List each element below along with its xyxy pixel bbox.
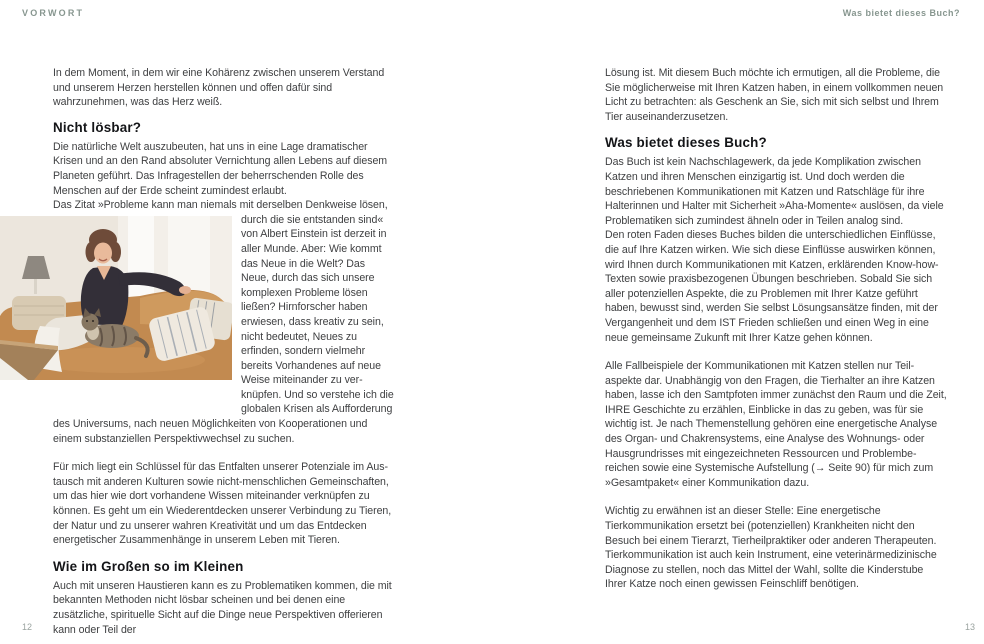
paragraph-with-photo xyxy=(53,198,395,446)
paragraph: Lösung ist. Mit diesem Buch möchte ich ermutigen, all die Probleme, die Sie möglicherweise mit Ihren Katzen haben, in einem vollkommen neuen Licht zu betrachten: als Geschenk an Sie, sich mit sich selbst und Ihrem Tier auseinanderzusetzen. xyxy=(605,67,944,123)
heading-was-bietet-dieses-buch: Was bietet dieses Buch? xyxy=(605,135,767,151)
paragraph: Auch mit unseren Haustieren kann es zu Problematiken kommen, die mit bekannten Methoden nicht lösbar scheinen und bei denen eine zusätzliche, spirituelle Sicht auf die Dinge neue Perspektiven offerieren kann oder Teil der xyxy=(53,579,392,636)
paragraph: Wichtig zu erwähnen ist an dieser Stelle: Eine energetische Tierkommunikation ersetzt bei (potenziellen) Krankheiten nicht den Besuch bei einem Tierarzt, Tierheilpraktiker oder anderen Therapeuten. Tierkommunikation ist auch kein Instrument, eine veterinärmedizinische Diagnose zu stellen, noch das Mittel der Wahl, sollte die Kinderstube Ihrer Katze noch einen gewissen Feinschliff benötigen. xyxy=(605,505,937,591)
paragraph-text: durch die sie entstanden sind« von Albert Einstein ist derzeit in aller Munde. Aber: Wie kommt das Neue in die Welt? Das Neue, durch das sich unsere komplexen Probleme lösen ließen? Hirnforscher haben erwiesen, dass kreativ zu sein, nicht bedeutet, Neues zu erfinden, sondern vielmehr bereits Vorhandenes auf neue Weise miteinander zu verknüpfen. Und so verstehe ich die globalen Krisen als Aufforderung des Universums, nach neuen Möglichkeiten von Kooperationen und einem substanziellen Perspektivwechsel zu suchen. xyxy=(53,213,394,445)
left-page-column xyxy=(53,66,395,637)
right-page-column xyxy=(605,66,947,592)
paragraph: Das Buch ist kein Nachschlagewerk, da jede Komplikation zwischen Katzen und ihren Menschen einzigartig ist. Und doch werden die beschriebenen Kommunikationen mit Katzen und Ratschläge für ihre Halterinnen und Halter mit Sicherheit »Aha-Momente« auslösen, da viele Problematiken sich zumindest ähneln oder in Teilen analog sind. xyxy=(605,156,944,227)
paragraph: Alle Fallbeispiele der Kommunikationen mit Katzen stellen nur Teilaspekte dar. Unabhängig von den Fragen, die Tierhalter an ihre Katzen haben, lasse ich den Samtpfoten immer zunächst den Raum und die Zeit, IHRE Geschichte zu erzählen, Einblicke in das zu geben, was für sie wichtig ist. Je nach Themenstellung gehören eine energetische Analyse des Organ- und Chakrensystems, eine Analyse des Wohnungs- oder Hausgrundrisses mit eingezeichneten Ressourcen und Problembereichen sowie eine Systemische Aufstellung (→ Seite 90) für mich zum »Gesamtpaket« einer Kommunikation dazu. xyxy=(605,360,947,489)
paragraph: Für mich liegt ein Schlüssel für das Entfalten unserer Potenziale im Austausch mit anderen Kulturen sowie nicht-menschlichen Gemeinschaften, um das hier wie dort vorhandene Wissen miteinander verknüpfen zu können. Es geht um ein Wiederentdecken unserer Verbindung zu Tieren, der Natur und zu unserer wahren Kreativität und um das Entdecken energetischer Zusammenhänge in unserem Leben mit Tieren. xyxy=(53,461,392,547)
author-with-cat-photo xyxy=(0,216,232,380)
running-head-left: VORWORT xyxy=(22,8,85,18)
paragraph: Die natürliche Welt auszubeuten, hat uns in eine Lage dramatischer Krisen und an den Rand absoluter Vernichtung allen Lebens auf diesem Planeten geführt. Das Infragestellen der beherrschenden Rolle des Menschen auf der Erde scheint zumindest erlaubt. xyxy=(53,140,388,197)
page-number-left: 12 xyxy=(22,622,33,632)
author-photo-illustration xyxy=(0,216,232,380)
intro-paragraph: In dem Moment, in dem wir eine Kohärenz zwischen unserem Verstand und unserem Herzen herstellen können und offen dafür sind wahrzunehmen, was das Herz weiß. xyxy=(53,67,385,109)
paragraph: Den roten Faden dieses Buches bilden die unterschiedlichen Einflüsse, die auf Ihre Katzen wirken. Wie sich diese Einflüsse auswirken können, wird Ihnen durch Kommunikationen mit Katzen, erklärenden Know-how-Texten sowie praxisbezogenen Übungen beschrieben. Sobald Sie sich aller potenziellen Aspekte, die zu Problemen mit Ihrer Katze geführt haben, bewusst sind, werden Sie selbst Lösungsansätze finden, mit der Vergangenheit und dem IST Frieden schließen und einen Weg in eine neue gemeinsame Zukunft mit Ihrer Katze gehen können. xyxy=(605,229,939,344)
paragraph-text: Das Zitat »Probleme kann man niemals mit derselben Denkweise lösen, xyxy=(53,199,388,212)
heading-nicht-loesbar: Nicht lösbar? xyxy=(53,119,142,135)
running-head-right: Was bietet dieses Buch? xyxy=(842,8,960,18)
heading-wie-im-grossen: Wie im Großen so im Kleinen xyxy=(53,558,244,574)
page-number-right: 13 xyxy=(964,622,975,632)
